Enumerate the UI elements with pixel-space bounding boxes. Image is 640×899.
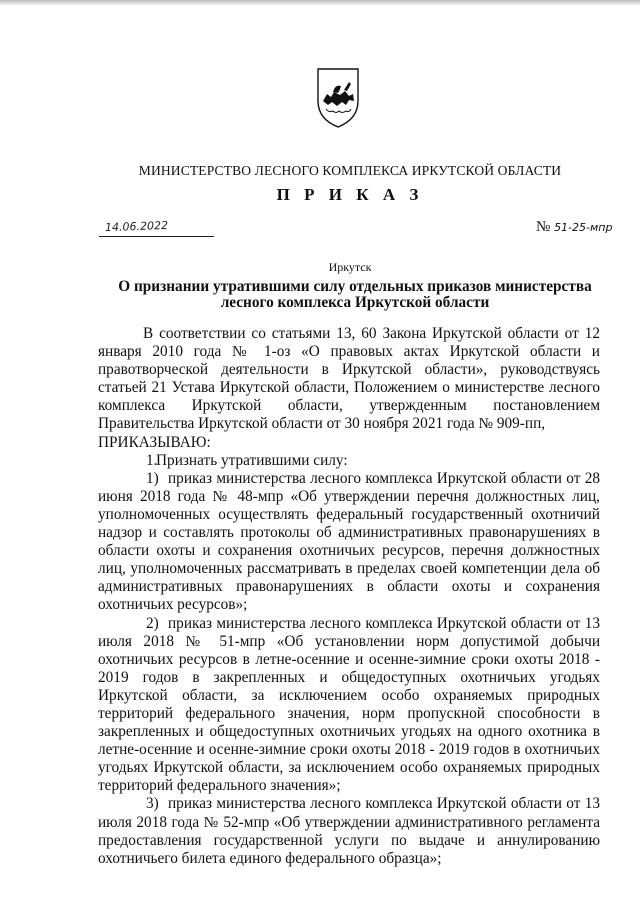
document-body: [98, 325, 600, 868]
subitem-1-number: 1): [146, 469, 159, 487]
scan-edge: [0, 0, 640, 6]
subitem-3-number: 3): [146, 795, 159, 813]
handwritten-number: 51-25-мпр: [554, 221, 613, 234]
subitem-2-number: 2): [146, 614, 159, 632]
ministry-name: МИНИСТЕРСТВО ЛЕСНОГО КОМПЛЕКСА ИРКУТСКОЙ ОБЛАСТИ: [138, 163, 562, 178]
number-sign: №: [536, 219, 551, 235]
document-number: [536, 219, 612, 236]
subitem-2-text: приказ министерства лесного комплекса Иркутской области от 13 июля 2018 № 51-мпр «Об установлении норм допустимой добычи охотничьих ресурсов в летне-осенние и осенне-зимние сроки охоты 2018 - 2019 годов в закрепленных и общедоступных охотничьих угодьях Иркутской области, за исключением особо охраняемых природных территорий федерального значения, норм пропускной способности в закрепленных и общедоступных охотничьих угодьях на одного охотника в летне-осенние и осенне-зимние сроки охоты 2018 - 2019 годов в охотничьих угодьях Иркутской области, за исключением особо охраняемых природных территорий федерального значения»;: [98, 614, 600, 795]
date-field: [99, 220, 214, 237]
subitem-1-text: приказ министерства лесного комплекса Иркутской области от 28 июня 2018 года № 48-мпр «Об утверждении перечня должностных лиц, уполномоченных осуществлять федеральный государственный охотничий надзор и составлять протоколы об административных правонарушениях в области охоты и сохранения охотничьих ресурсов, перечня должностных лиц, уполномоченных рассматривать в пределах своей компетенции дела об административных правонарушениях в области охоты и сохранения охотничьих ресурсов»;: [98, 469, 600, 614]
subitem-3: [98, 795, 600, 867]
item-1-number: 1.: [146, 451, 158, 469]
subitem-2: [98, 615, 600, 796]
item-1: [98, 452, 600, 470]
document-subject: О признании утратившими силу отдельных приказов министерства лесного комплекса Иркутской области: [118, 278, 592, 311]
order-word: ПРИКАЗЫВАЮ:: [98, 433, 211, 451]
city: Иркутск: [328, 260, 372, 274]
subitem-3-text: приказ министерства лесного комплекса Иркутской области от 13 июля 2018 года № 52-мпр «Об утверждении административного регламента предоставления государственной услуги по выдаче и аннулированию охотничьего билета единого федерального образца»;: [98, 795, 600, 867]
handwritten-date: 14.06.2022: [104, 218, 169, 235]
subitem-1: [98, 470, 600, 615]
item-1-text: Признать утратившими силу:: [156, 451, 348, 469]
preamble-paragraph: В соответствии со статьями 13, 60 Закона Иркутской области от 12 января 2010 года № 1-оз «О правовых актах Иркутской области и правотворческой деятельности в Иркутской области», руководствуясь статьей 21 Устава Иркутской области, Положением о министерстве лесного комплекса Иркутской области, утвержденным постановлением Правительства Иркутской области от 30 ноября 2021 года № 909-пп,: [98, 325, 600, 433]
document-title: П Р И К А З: [276, 185, 424, 204]
coat-of-arms-emblem: [316, 67, 360, 129]
